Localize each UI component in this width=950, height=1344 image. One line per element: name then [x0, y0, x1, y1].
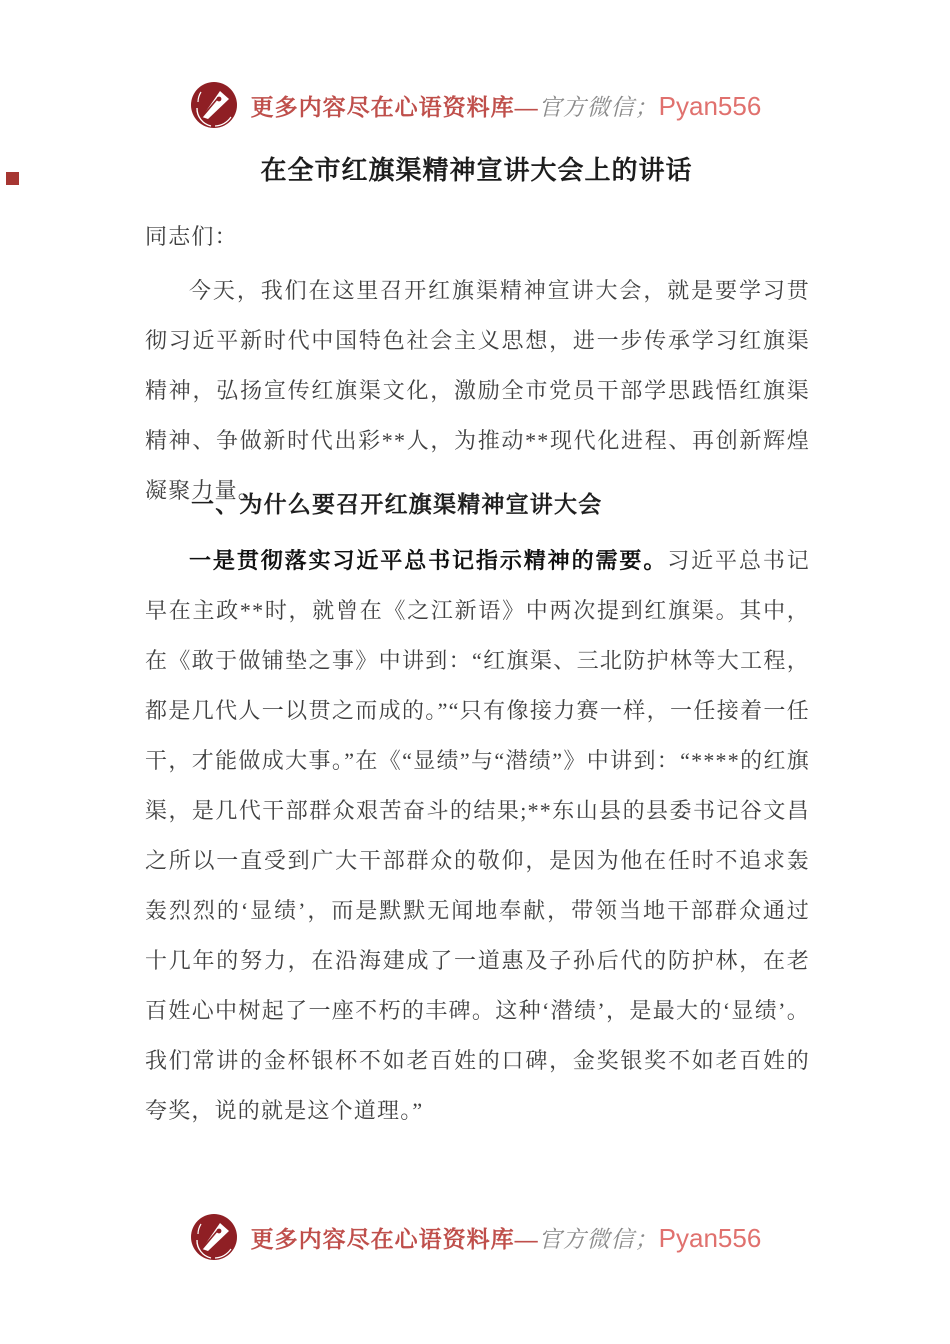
pen-logo-icon [189, 80, 239, 130]
salutation: 同志们： [145, 224, 238, 249]
header-wechat-id: Pyan556 [658, 90, 762, 121]
header-slogan-main: 更多内容尽在心语资料库— [250, 94, 539, 120]
footer-slogan-wechat-label: 官方微信； [538, 1226, 659, 1252]
left-margin-marker [6, 172, 19, 185]
footer-wechat-id: Pyan556 [658, 1222, 762, 1253]
section-heading-1: 一、为什么要召开红旗渠精神宣讲大会 [191, 492, 603, 517]
footer-slogan-main: 更多内容尽在心语资料库— [250, 1226, 539, 1252]
pen-logo-icon [189, 1212, 239, 1262]
footer-slogan [251, 1221, 762, 1254]
header-slogan [251, 89, 762, 122]
footer-branding [0, 1210, 950, 1264]
paragraph-intro: 今天，我们在这里召开红旗渠精神宣讲大会，就是要学习贯彻习近平新时代中国特色社会主义思想，进一步传承学习红旗渠精神，弘扬宣传红旗渠文化，激励全市党员干部学思践悟红旗渠精神、争做新时代出彩**人，为推动**现代化进程、再创新辉煌凝聚力量。 [145, 278, 810, 503]
paragraph-point-1-body: 习近平总书记早在主政**时，就曾在《之江新语》中两次提到红旗渠。其中，在《敢于做铺垫之事》中讲到：“红旗渠、三北防护林等大工程，都是几代人一以贯之而成的。”“只有像接力赛一样，一任接着一任干，才能做成大事。”在《“显绩”与“潜绩”》中讲到：“****的红旗渠，是几代干部群众艰苦奋斗的结果;**东山县的县委书记谷文昌之所以一直受到广大干部群众的敬仰，是因为他在任时不追求轰轰烈烈的‘显绩’，而是默默无闻地奉献，带领当地干部群众通过十几年的努力，在沿海建成了一道惠及子孙后代的防护林，在老百姓心中树起了一座不朽的丰碑。这种‘潜绩’，是最大的‘显绩’。我们常讲的金杯银杯不如老百姓的口碑，金奖银奖不如老百姓的夸奖，说的就是这个道理。” [145, 548, 810, 1123]
header-branding [0, 78, 950, 132]
paragraph-point-1-lead: 一是贯彻落实习近平总书记指示精神的需要。 [189, 548, 668, 573]
header-slogan-wechat-label: 官方微信； [538, 94, 659, 120]
paragraph-point-1 [145, 536, 810, 1136]
document-title: 在全市红旗渠精神宣讲大会上的讲话 [260, 156, 693, 185]
